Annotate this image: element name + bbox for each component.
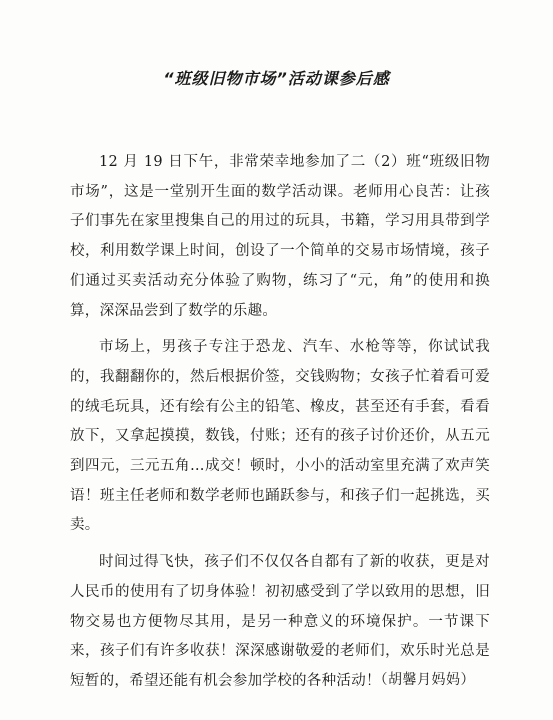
- document-title: “班级旧物市场”活动课参后感: [163, 69, 390, 88]
- document-body: [70, 148, 490, 697]
- paragraph-2: 市场上，男孩子专注于恐龙、汽车、水枪等等，你试试我的，我翻翻你的，然后根据价签，交钱购物；女孩子忙着看可爱的绒毛玩具，还有绘有公主的铅笔、橡皮，甚至还有手套，看看放下，又拿起摸摸，数钱，付账；还有的孩子讨价还价，从五元到四元，三元五角…成交！顿时，小小的活动室里充满了欢声笑语！班主任老师和数学老师也踊跃参与，和孩子们一起挑选，买卖。: [70, 339, 490, 534]
- signature: （胡馨月妈妈）: [373, 672, 475, 688]
- paragraph-1: 12 月 19 日下午，非常荣幸地参加了二（2）班“班级旧物市场”，这是一堂别开生面的数学活动课。老师用心良苦：让孩子们事先在家里搜集自己的用过的玩具，书籍，学习用具带到学校，利用数学课上时间，创设了一个简单的交易市场情境，孩子们通过买卖活动充分体验了购物，练习了“元，角”的使用和换算，深深品尝到了数学的乐趣。: [70, 154, 490, 319]
- paragraph-3: 时间过得飞快，孩子们不仅仅各自都有了新的收获，更是对人民币的使用有了切身体验！初初感受到了学以致用的思想，旧物交易也方便物尽其用，是另一种意义的环境保护。一节课下来，孩子们有许多收获！深深感谢敬爱的老师们，欢乐时光总是短暂的，希望还能有机会参加学校的各种活动！: [70, 554, 490, 689]
